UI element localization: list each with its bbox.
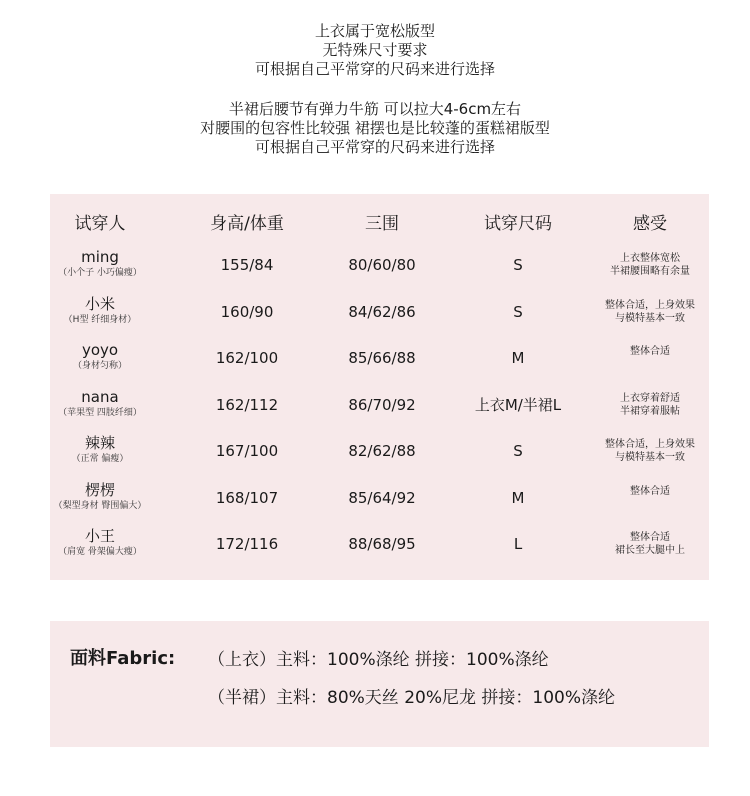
feeling-line-1: 整体合适 [630, 346, 670, 357]
feeling-line-2: 与模特基本一致 [615, 312, 685, 324]
measurements-value: 86/70/92 [348, 395, 416, 414]
table-row [50, 527, 709, 573]
fitting-size-table [50, 194, 709, 580]
fabric-panel [50, 621, 709, 747]
measurements-value: 85/64/92 [348, 488, 416, 507]
height-weight-value: 162/112 [215, 395, 279, 414]
tester-name: 小王 [84, 527, 115, 545]
header-tester: 试穿人 [74, 214, 126, 234]
table-row [50, 341, 709, 387]
tester-name: 楞楞 [84, 480, 115, 499]
size-value: 上衣M/半裙L [474, 395, 562, 414]
feeling-line-1: 整体合适，上身效果 [605, 439, 695, 450]
feeling-line-1: 上衣整体宽松 [620, 253, 680, 264]
intro-line: 上衣属于宽松版型 [314, 22, 435, 40]
height-weight-value: 155/84 [220, 256, 274, 274]
tester-name: ming [81, 248, 119, 266]
intro-line: 半裙后腰节有弹力牛筋 可以拉大4-6cm左右 [228, 100, 522, 118]
measurements-value: 88/68/95 [348, 535, 416, 553]
tester-note: （正常 偏瘦） [71, 454, 129, 464]
feeling-line-1: 整体合适 [630, 485, 670, 497]
size-value: S [513, 256, 523, 274]
fabric-top-composition: （上衣）主料：100%涤纶 拼接：100%涤纶 [208, 650, 549, 670]
intro-line: 无特殊尺寸要求 [322, 41, 428, 59]
measurements-value: 82/62/88 [348, 442, 416, 460]
size-value: S [513, 442, 523, 460]
tester-note: （梨型身材 臀围偏大） [53, 500, 147, 511]
size-value: M [511, 488, 525, 507]
height-weight-value: 162/100 [215, 349, 279, 367]
feeling-line-2: 裙长至大腿中上 [615, 545, 685, 556]
fabric-label: 面料Fabric: [70, 648, 176, 669]
header-size: 试穿尺码 [484, 214, 552, 234]
size-value: S [513, 302, 523, 321]
measurements-value: 85/66/88 [348, 349, 416, 367]
tester-note: （H型 纤细身材） [63, 314, 137, 325]
intro-top-text [0, 22, 750, 79]
height-weight-value: 168/107 [215, 488, 279, 507]
tester-name: 辣辣 [84, 434, 115, 452]
feeling-line-1: 上衣穿着舒适 [620, 392, 680, 404]
table-row [50, 295, 709, 341]
feeling-line-2: 半裙腰围略有余量 [610, 266, 690, 277]
height-weight-value: 172/116 [215, 535, 279, 553]
size-value: L [513, 535, 523, 553]
table-row [50, 248, 709, 294]
intro-skirt-text [0, 100, 750, 157]
tester-name: yoyo [81, 341, 119, 359]
intro-line: 可根据自己平常穿的尺码来进行选择 [254, 138, 495, 156]
feeling-line-1: 整体合适 [630, 532, 670, 543]
tester-note: （肩宽 骨架偏大瘦） [58, 547, 142, 557]
feeling-line-1: 整体合适，上身效果 [605, 299, 695, 311]
feeling-line-2: 与模特基本一致 [615, 452, 685, 463]
tester-note: （小个子 小巧偏瘦） [58, 268, 142, 278]
size-value: M [511, 349, 525, 367]
table-row [50, 481, 709, 527]
height-weight-value: 167/100 [215, 442, 279, 460]
table-row [50, 434, 709, 480]
tester-name: 小米 [84, 294, 115, 313]
tester-note: （身材匀称） [72, 361, 127, 371]
intro-line: 可根据自己平常穿的尺码来进行选择 [254, 60, 495, 78]
table-row [50, 388, 709, 434]
intro-line: 对腰围的包容性比较强 裙摆也是比较蓬的蛋糕裙版型 [200, 119, 550, 137]
header-measurements: 三围 [365, 214, 399, 234]
tester-note: （苹果型 四肢纤细） [58, 407, 142, 418]
header-height-weight: 身高/体重 [210, 214, 284, 234]
header-feeling: 感受 [633, 214, 667, 234]
feeling-line-2: 半裙穿着服帖 [620, 405, 680, 417]
fabric-skirt-composition: （半裙）主料：80%天丝 20%尼龙 拼接：100%涤纶 [208, 688, 615, 708]
measurements-value: 80/60/80 [348, 256, 416, 274]
tester-name: nana [81, 387, 119, 406]
height-weight-value: 160/90 [220, 302, 274, 321]
measurements-value: 84/62/86 [348, 302, 416, 321]
